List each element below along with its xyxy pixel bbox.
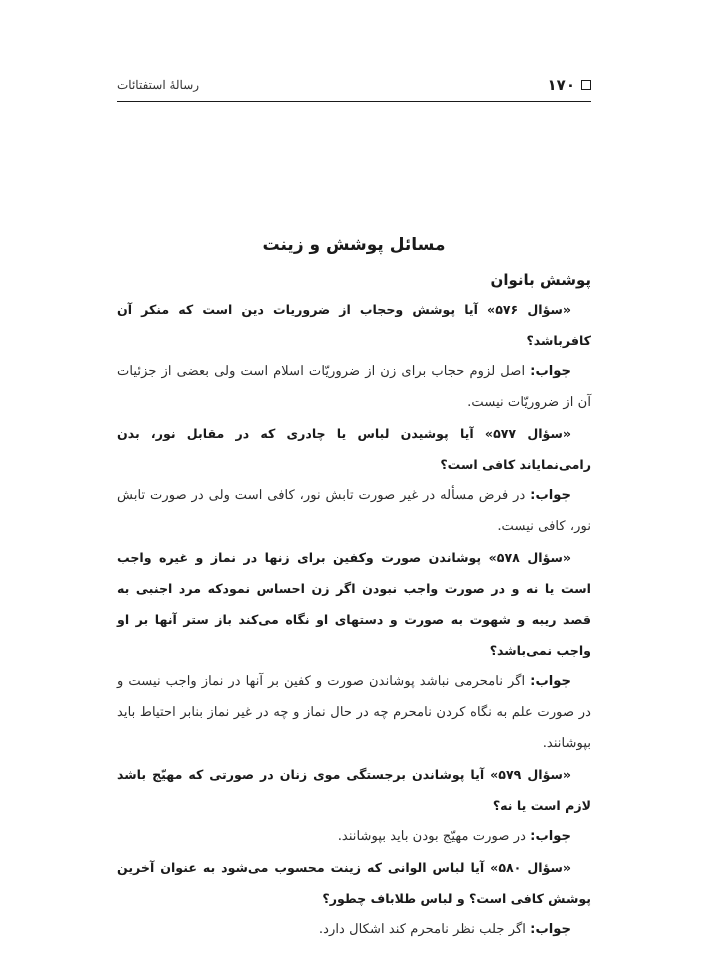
subsection-title: پوشش بانوان: [490, 271, 591, 289]
question-label: سؤال: [527, 767, 563, 782]
answer-text: اگر نامحرمی نباشد پوشاندن صورت و کفین بر آنها در نماز واجب نیست و در صورت علم به نگاه کردن نامحرم چه در حال نماز و چه در غیر نماز بنابر احتیاط باید بپوشانند.: [117, 674, 591, 751]
answer-text: در فرض مسأله در غیر صورت تابش نور، کافی است ولی در صورت تابش نور، کافی نیست.: [117, 488, 591, 534]
question-text: آیا پوشاندن برجستگی موی زنان در صورتی که مهیّج باشد لازم است یا نه؟: [117, 767, 591, 813]
qa-item-578: [117, 542, 591, 759]
question: «سؤال ۵۷۶» آیا پوشش وحجاب از ضروریات دین است که منکر آن کافرباشد؟: [117, 302, 591, 348]
square-bullet-icon: [581, 80, 591, 90]
question-label: سؤال: [527, 426, 563, 441]
answer-text: در صورت مهیّج بودن باید بپوشانند.: [337, 829, 526, 844]
answer-label: جواب:: [530, 674, 571, 689]
qa-item-580: [117, 852, 591, 945]
question-number: ۵۷۹: [498, 767, 522, 782]
answer-text: اگر جلب نظر نامحرم کند اشکال دارد.: [318, 922, 526, 937]
page-body: [117, 232, 591, 945]
answer: [117, 914, 591, 945]
question-label: سؤال: [527, 860, 563, 875]
question: «سؤال ۵۷۹» آیا پوشاندن برجستگی موی زنان در صورتی که مهیّج باشد لازم است یا نه؟: [117, 767, 591, 813]
header-divider: [117, 101, 591, 102]
question: «سؤال ۵۸۰» آیا لباس الوانی که زینت محسوب می‌شود به عنوان آخرین پوشش کافی است؟ و لباس طلاباف چطور؟: [117, 860, 591, 906]
answer: [117, 356, 591, 418]
answer: [117, 666, 591, 759]
question-label: سؤال: [527, 550, 563, 565]
question-number: ۵۷۸: [496, 550, 520, 565]
question-number: ۵۷۶: [495, 302, 519, 317]
question: «سؤال ۵۷۸» پوشاندن صورت وکفین برای زنها در نماز و غیره واجب است یا نه و در صورت واجب نبودن اگر زن احساس نمودکه مرد اجنبی به قصد ریبه و شهوت به صورت و دستهای او نگاه می‌کند باز ستر آنها بر او واجب نمی‌باشد؟: [117, 550, 591, 658]
qa-item-576: [117, 294, 591, 418]
question-number: ۵۸۰: [498, 860, 522, 875]
page-number: ۱۷۰: [547, 76, 575, 94]
question: «سؤال ۵۷۷» آیا پوشیدن لباس یا چادری که در مقابل نور، بدن رامی‌نمایاند کافی است؟: [117, 426, 591, 472]
qa-item-577: [117, 418, 591, 542]
page-number-block: [548, 76, 591, 94]
question-text: پوشاندن صورت وکفین برای زنها در نماز و غیره واجب است یا نه و در صورت واجب نبودن اگر زن احساس نمودکه مرد اجنبی به قصد ریبه و شهوت به صورت و دستهای او نگاه می‌کند باز ستر آنها بر او واجب نمی‌باشد؟: [117, 550, 591, 658]
qa-item-579: [117, 759, 591, 852]
page-header: [117, 76, 591, 98]
question-text: آیا لباس الوانی که زینت محسوب می‌شود به عنوان آخرین پوشش کافی است؟ و لباس طلاباف چطور؟: [117, 860, 591, 906]
answer: [117, 821, 591, 852]
answer-label: جواب:: [530, 488, 571, 503]
answer-text: اصل لزوم حجاب برای زن از ضروریّات اسلام است ولی بعضی از جزئیات آن از ضروریّات نیست.: [117, 364, 591, 410]
section-title: مسائل پوشش و زینت: [262, 235, 446, 255]
question-number: ۵۷۷: [493, 426, 517, 441]
answer: [117, 480, 591, 542]
answer-label: جواب:: [530, 829, 571, 844]
question-label: سؤال: [527, 302, 563, 317]
answer-label: جواب:: [530, 364, 571, 379]
answer-label: جواب:: [530, 922, 571, 937]
running-title: رسالهٔ استفتائات: [117, 78, 200, 92]
question-text: آیا پوشیدن لباس یا چادری که در مقابل نور، بدن رامی‌نمایاند کافی است؟: [117, 426, 591, 472]
question-text: آیا پوشش وحجاب از ضروریات دین است که منکر آن کافرباشد؟: [117, 302, 591, 348]
